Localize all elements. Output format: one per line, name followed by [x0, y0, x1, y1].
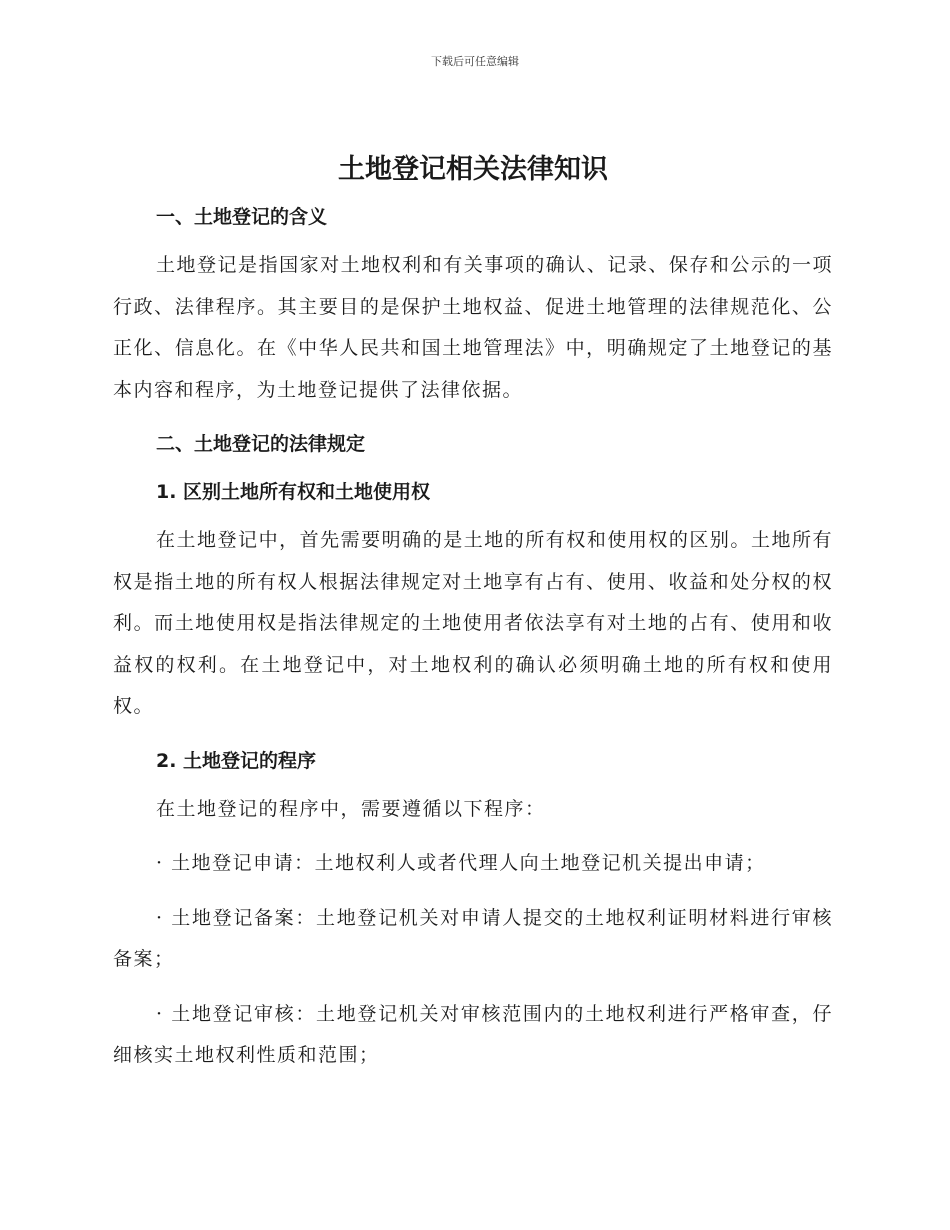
- paragraph-procedure-intro: 在土地登记的程序中，需要遵循以下程序：: [156, 797, 546, 820]
- document-body: [113, 148, 833, 1077]
- paragraph-ownership-vs-use: 在土地登记中，首先需要明确的是土地的所有权和使用权的区别。土地所有权是指土地的所有权人根据法律规定对土地享有占有、使用、收益和处分权的权利。而土地使用权是指法律规定的土地使用者依法享有对土地的占有、使用和收益权的权利。在土地登记中，对土地权利的确认必须明确土地的所有权和使用权。: [113, 529, 833, 717]
- list-item-application: · 土地登记申请：土地权利人或者代理人向土地登记机关提出申请；: [156, 852, 766, 874]
- subsection-heading-ownership-vs-use: 1. 区别土地所有权和土地使用权: [156, 481, 431, 503]
- paragraph-meaning: 土地登记是指国家对土地权利和有关事项的确认、记录、保存和公示的一项行政、法律程序。其主要目的是保护土地权益、促进土地管理的法律规范化、公正化、信息化。在《中华人民共和国土地管理法》中，明确规定了土地登记的基本内容和程序，为土地登记提供了法律依据。: [113, 254, 833, 401]
- section-heading-meaning: 一、土地登记的含义: [156, 206, 328, 228]
- subsection-heading-procedure: 2. 土地登记的程序: [156, 749, 317, 772]
- header-note: 下载后可任意编辑: [431, 55, 519, 68]
- document-title: 土地登记相关法律知识: [338, 154, 608, 185]
- list-item-filing: · 土地登记备案：土地登记机关对申请人提交的土地权利证明材料进行审核备案；: [113, 906, 833, 970]
- list-item-review: · 土地登记审核：土地登记机关对审核范围内的土地权利进行严格审查，仔细核实土地权利性质和范围；: [113, 1002, 833, 1066]
- section-heading-legal-provisions: 二、土地登记的法律规定: [156, 433, 366, 455]
